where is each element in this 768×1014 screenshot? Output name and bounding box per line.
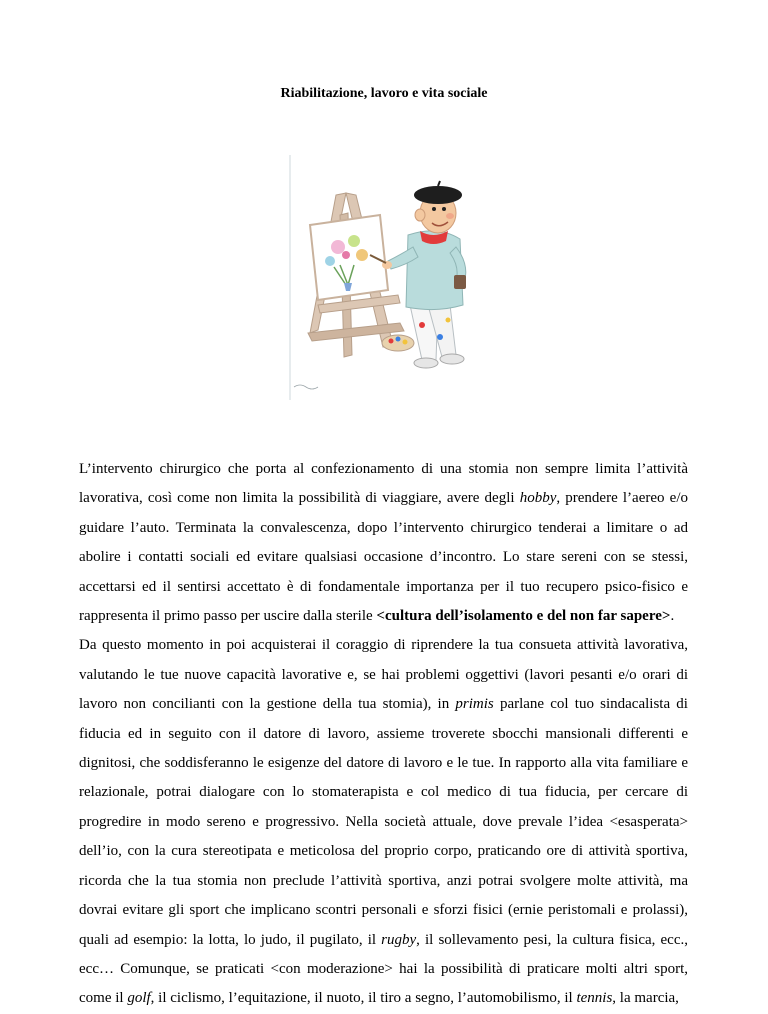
text-segment: , il sollevamento pesi, la cultura fisica, ecc., ecc… Comunque, se praticati <con moderazione> hai la possibilità di praticare molti altri sport, come il [79, 931, 688, 1007]
italic-term: rugby [381, 931, 417, 948]
italic-term: primis [455, 696, 494, 713]
paragraph [79, 631, 688, 1013]
italic-term: golf [127, 990, 151, 1007]
italic-term: hobby [519, 490, 557, 507]
bold-phrase: <cultura dell’isolamento e del non far sapere> [376, 608, 671, 625]
body-text [79, 455, 688, 1014]
text-segment: L’intervento chirurgico che porta al confezionamento di una stomia non sempre limita l’attività lavorativa, così come non limita la possibilità di viaggiare, avere degli [79, 461, 688, 507]
text-segment: . [670, 608, 675, 625]
page-title: Riabilitazione, lavoro e vita sociale [280, 86, 488, 101]
text-segment: , prendere l’aereo e/o guidare l’auto. Terminata la convalescenza, dopo l’intervento chirurgico tenderai a limitare o ad abolire i contatti sociali ed evitare qualsiasi occasione d’incontro. Lo stare sereni con se stessi, accettarsi ed il sentirsi accettato è di fondamentale importanza per il tuo recupero psico-fisico e rappresenta il primo passo per uscire dalla sterile [79, 490, 688, 625]
text-segment: parlane col tuo sindacalista di fiducia ed in seguito con il datore di lavoro, assieme troverete sbocchi mansionali differenti e dignitosi, che soddisferanno le esigenze del datore di lavoro e le tue. In rapporto alla vita familiare e relazionale, potrai dialogare con lo stomaterapista e col medico di tua fiducia, per cercare di progredire in modo sereno e progressivo. Nella società attuale, dove prevale l’idea <esasperata> dell’io, con la cura stereotipata e meticolosa del proprio corpo, praticando ore di attività sportiva, ricorda che la tua stomia non preclude l’attività sportiva, anzi potrai svolgere molte attività, ma dovrai evitare gli sport che implicano scontri personali e sforzi fisici (ernie peristomali e prolassi), quali ad esempio: la lotta, lo judo, il pugilato, il [79, 696, 688, 948]
text-segment: Da questo momento in poi acquisterai il coraggio di riprendere la tua consueta attività lavorativa, valutando le tue nuove capacità lavorative e, se hai problemi oggettivi (lavori pesanti e/o orari di lavoro non concilianti con la gestione della tua stomia), in [79, 637, 688, 713]
paragraph [79, 455, 688, 631]
italic-term: tennis [576, 990, 613, 1007]
text-segment: , la marcia, [612, 990, 679, 1007]
painter-at-easel-icon [288, 155, 478, 400]
text-segment: , il ciclismo, l’equitazione, il nuoto, il tiro a segno, l’automobilismo, il [150, 990, 577, 1007]
